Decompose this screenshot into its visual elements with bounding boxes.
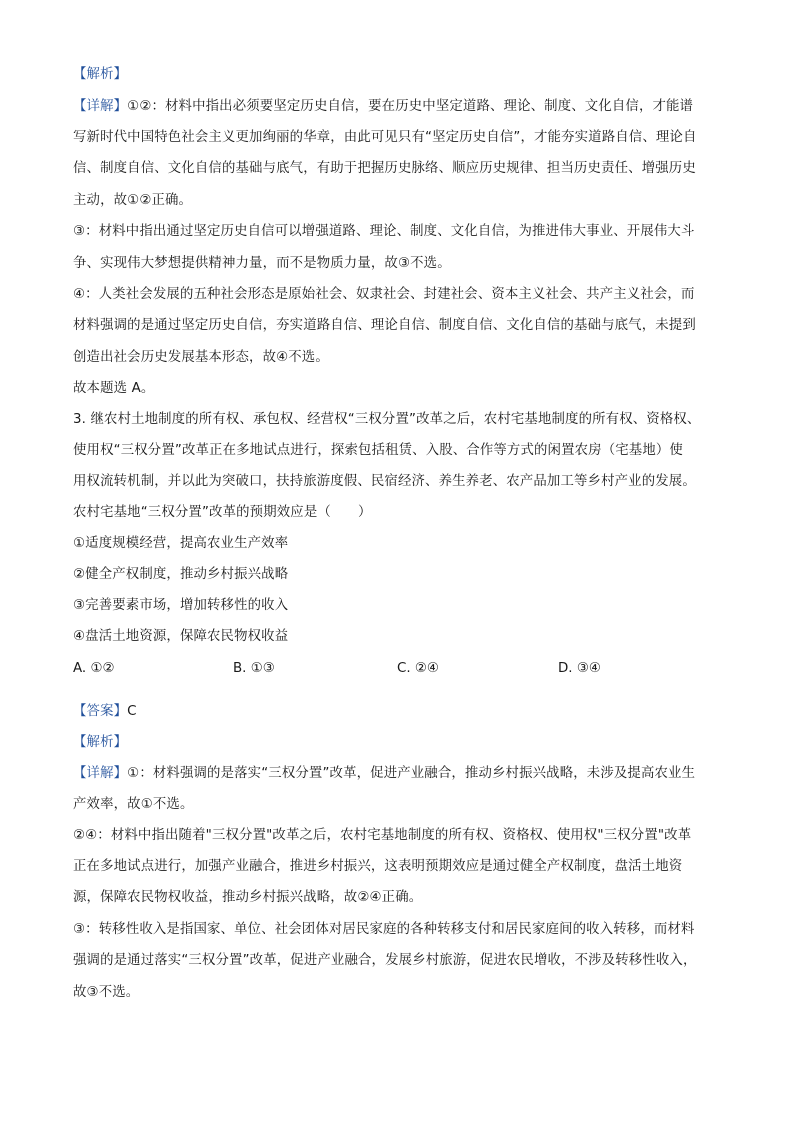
detail-heading: 【详解】: [73, 99, 128, 114]
text-line: ③：材料中指出通过坚定历史自信可以增强道路、理论、制度、文化自信，为推进伟大事业、开展伟大斗: [73, 224, 695, 239]
answer-line: [73, 702, 137, 722]
answer-label: 【答案】: [73, 704, 128, 719]
answer-value: C: [127, 704, 137, 719]
question-line: 农村宅基地“三权分置”改革的预期效应是（ ）: [73, 505, 372, 520]
text-line: 故③不选。: [73, 985, 140, 1000]
statement-item: ②健全产权制度，推动乡村振兴战略: [73, 567, 289, 582]
question-line: 用权流转机制，并以此为突破口，扶持旅游度假、民宿经济、养生养老、农产品加工等乡村产业的发展。: [73, 474, 696, 489]
conclusion-line: 故本题选 A。: [73, 381, 155, 396]
question-line: 3. 继农村土地制度的所有权、承包权、经营权“三权分置”改革之后，农村宅基地制度的所有权、资格权、: [73, 412, 701, 427]
text-line: 源，保障农民物权收益，推动乡村振兴战略，故②④正确。: [73, 890, 423, 905]
question-line: 使用权“三权分置”改革正在多地试点进行，探索包括租赁、入股、合作等方式的闲置农房（宅基地）使: [73, 443, 683, 458]
detail-paragraph: 【详解】①②：材料中指出必须要坚定历史自信，要在历史中坚定道路、理论、制度、文化自信，才能谱: [73, 99, 694, 114]
text-line: 争、实现伟大梦想提供精神力量，而不是物质力量，故③不选。: [73, 256, 451, 271]
text-line: ②④：材料中指出随着"三权分置"改革之后，农村宅基地制度的所有权、资格权、使用权"三权分置"改革: [73, 828, 692, 843]
detail-paragraph: 【详解】①：材料强调的是落实“三权分置”改革，促进产业融合，推动乡村振兴战略，未涉及提高农业生: [73, 766, 696, 781]
text-line: 信、制度自信、文化自信的基础与底气，有助于把握历史脉络、顺应历史规律、担当历史责任、增强历史: [73, 161, 696, 176]
option-c: C. ②④: [397, 661, 439, 676]
statement-item: ③完善要素市场，增加转移性的收入: [73, 598, 289, 613]
text-line: 创造出社会历史发展基本形态，故④不选。: [73, 350, 329, 365]
text-line: 材料强调的是通过坚定历史自信，夯实道路自信、理论自信、制度自信、文化自信的基础与底气，未提到: [73, 318, 696, 333]
analysis-heading: 【解析】: [73, 735, 128, 750]
statement-item: ①适度规模经营，提高农业生产效率: [73, 536, 289, 551]
text-line: 正在多地试点进行，加强产业融合，推进乡村振兴，这表明预期效应是通过健全产权制度，盘活土地资: [73, 859, 683, 874]
text-line: 强调的是通过落实“三权分置”改革，促进产业融合，发展乡村旅游，促进农民增收，不涉及转移性收入，: [73, 953, 697, 968]
text-line: ③：转移性收入是指国家、单位、社会团体对居民家庭的各种转移支付和居民家庭间的收入转移，而材料: [73, 922, 695, 937]
analysis-heading: 【解析】: [73, 67, 128, 82]
detail-heading: 【详解】: [73, 766, 128, 781]
text-line: ④：人类社会发展的五种社会形态是原始社会、奴隶社会、封建社会、资本主义社会、共产主义社会，而: [73, 287, 695, 302]
text-line: 主动，故①②正确。: [73, 193, 193, 208]
text-line: 写新时代中国特色社会主义更加绚丽的华章，由此可见只有“坚定历史自信”，才能夯实道路自信、理论自: [73, 130, 697, 145]
text-line: 产效率，故①不选。: [73, 797, 194, 812]
option-d: D. ③④: [558, 661, 601, 676]
statement-item: ④盘活土地资源，保障农民物权收益: [73, 629, 289, 644]
option-a: A. ①②: [73, 661, 115, 676]
option-b: B. ①③: [233, 661, 275, 676]
